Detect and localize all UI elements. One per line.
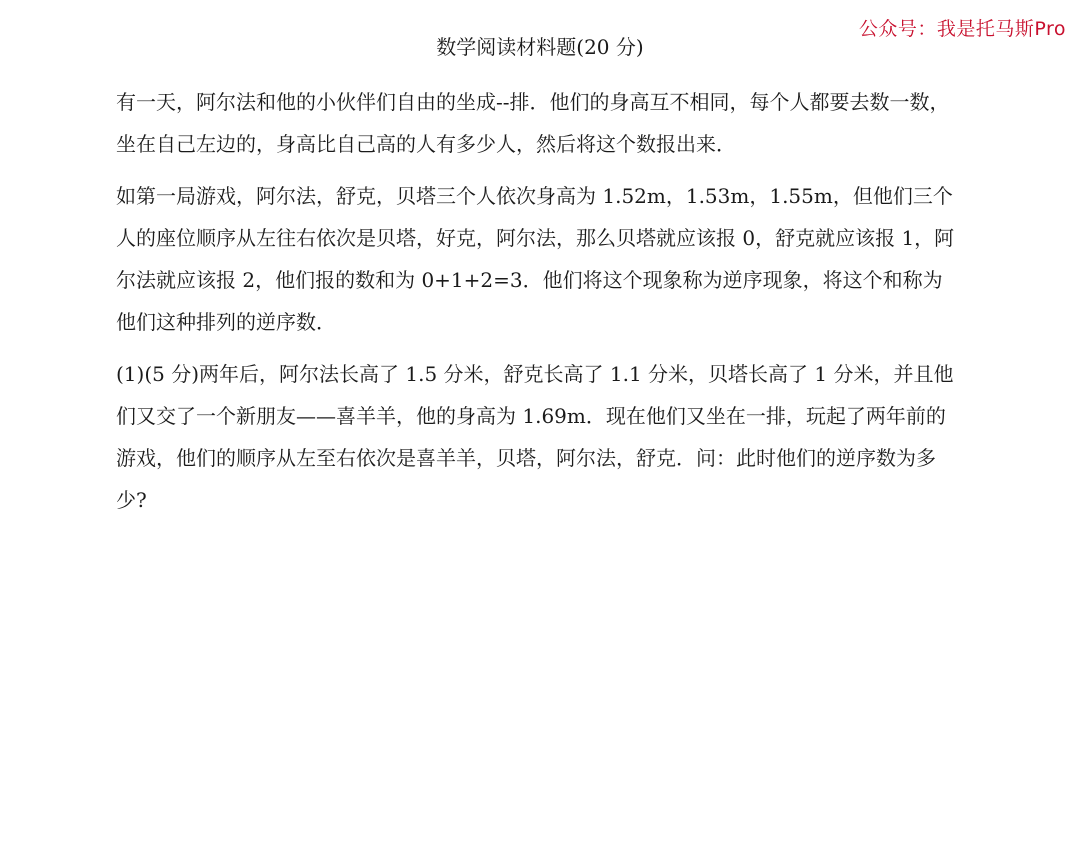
paragraph-intro: 有一天，阿尔法和他的小伙伴们自由的坐成--排．他们的身高互不相同，每个人都要去数一数，坐在自己左边的，身高比自己高的人有多少人，然后将这个数报出来． [116,90,950,156]
paragraph-example: 如第一局游戏，阿尔法，舒克，贝塔三个人依次身高为 1.52m，1.53m，1.55m，但他们三个人的座位顺序从左往右依次是贝塔，好克，阿尔法，那么贝塔就应该报 0，舒克就应该报 1，阿尔法就应该报 2，他们报的数和为 0+1+2=3．他们将这个现象称为逆序现象，将这个和称为他们这种排列的逆序数． [116,184,955,334]
document-body [116,81,962,531]
document-title: 数学阅读材料题(20 分) [436,35,644,59]
watermark-text: 公众号：我是托马斯Pro [858,18,1066,40]
paragraph-question-1: (1)(5 分)两年后，阿尔法长高了 1.5 分米，舒克长高了 1.1 分米，贝塔长高了 1 分米，并且他们又交了一个新朋友——喜羊羊，他的身高为 1.69m．现在他们又坐在一排，玩起了两年前的游戏，他们的顺序从左至右依次是喜羊羊，贝塔，阿尔法，舒克．问：此时他们的逆序数为多少? [116,362,954,512]
